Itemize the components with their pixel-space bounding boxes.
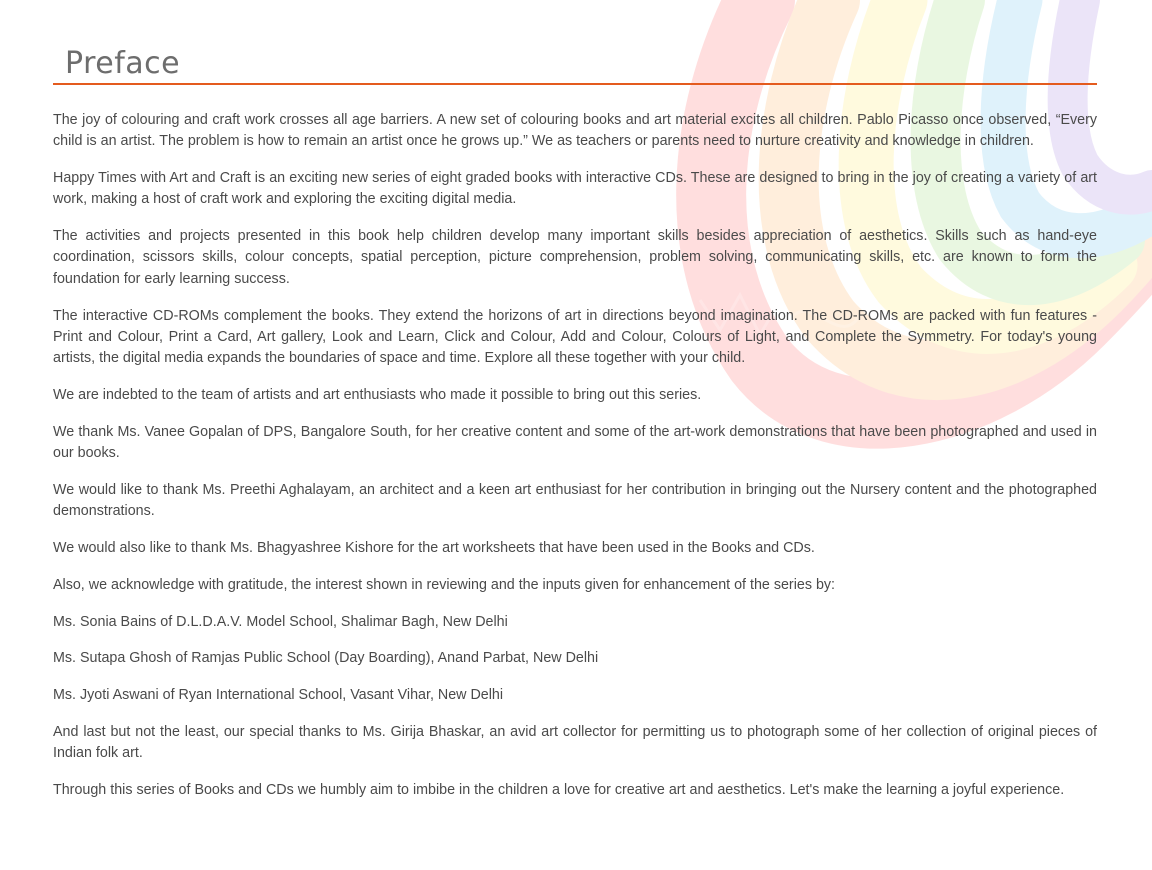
paragraph-series: Happy Times with Art and Craft is an exciting new series of eight graded books with interactive CDs. These are designed to bring in the joy of creating a variety of art work, making a host of craft work and exploring the exciting digital media. xyxy=(53,170,1097,208)
paragraph-thanks-kishore: We would also like to thank Ms. Bhagyashree Kishore for the art worksheets that have been used in the Books and CDs. xyxy=(53,539,815,556)
page-title: Preface xyxy=(65,46,181,81)
paragraph-intro: The joy of colouring and craft work crosses all age barriers. A new set of colouring books and art material excites all children. Pablo Picasso once observed, “Every child is an artist. The problem is how to remain an artist once he grows up.” We as teachers or parents need to nurture creativity and knowledge in children. xyxy=(53,112,1097,150)
paragraph-closing: Through this series of Books and CDs we humbly aim to imbibe in the children a love for creative art and aesthetics. Let's make the learning a joyful experience. xyxy=(53,782,1065,799)
title-underline xyxy=(53,83,1097,85)
reviewer-ghosh: Ms. Sutapa Ghosh of Ramjas Public School (Day Boarding), Anand Parbat, New Delhi xyxy=(53,650,599,667)
paragraph-indebted: We are indebted to the team of artists and art enthusiasts who made it possible to bring out this series. xyxy=(53,386,702,403)
paragraph-thanks-bhaskar: And last but not the least, our special thanks to Ms. Girija Bhaskar, an avid art collector for permitting us to photograph some of her collection of original pieces of Indian folk art. xyxy=(53,723,1097,762)
paragraph-thanks-aghalayam: We would like to thank Ms. Preethi Aghalayam, an architect and a keen art enthusiast for her contribution in bringing out the Nursery content and the photographed demonstrations. xyxy=(53,481,1097,520)
paragraph-cdroms: The interactive CD-ROMs complement the books. They extend the horizons of art in directions beyond imagination. The CD-ROMs are packed with fun features - Print and Colour, Print a Card, Art gallery, Look and Learn, Click and Colour, Add and Colour, Colours of Light, and Complete the Symmetry. For today's young artists, the digital media expands the boundaries of space and time. Explore all these together with your child. xyxy=(53,307,1097,367)
reviewer-aswani: Ms. Jyoti Aswani of Ryan International School, Vasant Vihar, New Delhi xyxy=(53,687,504,704)
paragraph-acknowledge: Also, we acknowledge with gratitude, the interest shown in reviewing and the inputs given for enhancement of the series by: xyxy=(53,576,836,593)
paragraph-skills: The activities and projects presented in this book help children develop many important skills besides appreciation of aesthetics. Skills such as hand-eye coordination, scissors skills, colour concepts, spatial perception, picture comprehension, problem solving, communicating skills, etc. are known to form the foundation for early learning success. xyxy=(53,228,1097,287)
preface-body xyxy=(53,110,1097,817)
reviewer-bains: Ms. Sonia Bains of D.L.D.A.V. Model School, Shalimar Bagh, New Delhi xyxy=(53,613,508,630)
paragraph-thanks-gopalan: We thank Ms. Vanee Gopalan of DPS, Bangalore South, for her creative content and some of the art-work demonstrations that have been photographed and used in our books. xyxy=(53,423,1097,462)
